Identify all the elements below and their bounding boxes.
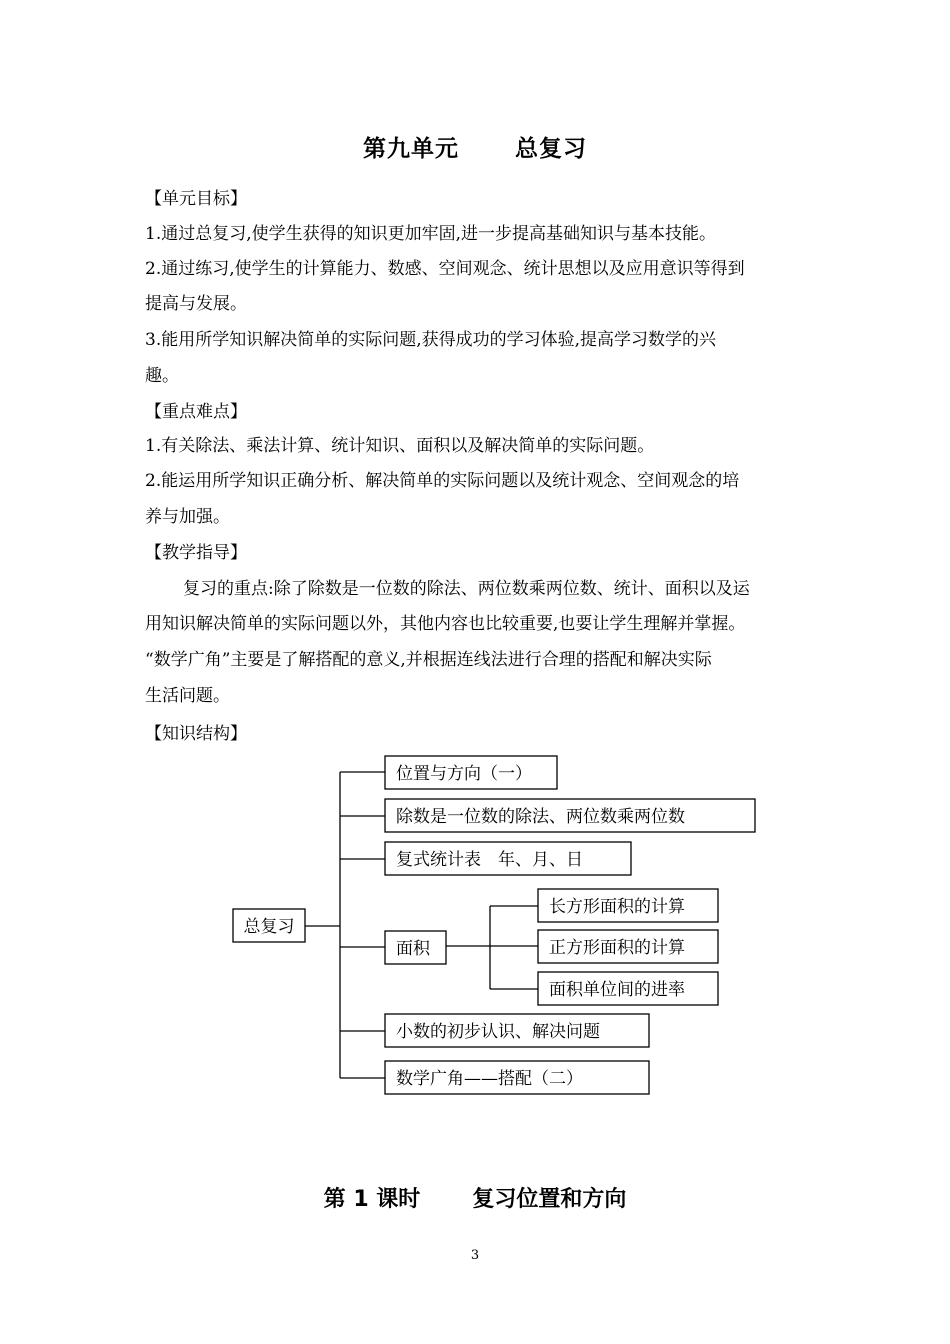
branch-label: 除数是一位数的除法、两位数乘两位数	[396, 807, 685, 827]
goal-line: 提高与发展。	[145, 294, 247, 314]
area-child-label: 面积单位间的进率	[549, 980, 685, 1000]
guide-line: 生活问题。	[145, 686, 230, 706]
branch-label: 数学广角——搭配（二）	[396, 1069, 583, 1089]
structure-heading: 【知识结构】	[145, 724, 247, 744]
goal-line: 趣。	[145, 366, 179, 386]
lesson-title	[0, 1182, 950, 1213]
goals-heading: 【单元目标】	[145, 189, 247, 209]
key-heading: 【重点难点】	[145, 402, 247, 422]
root-label: 总复习	[243, 917, 295, 937]
key-line: 2.能运用所学知识正确分析、解决简单的实际问题以及统计观念、空间观念的培	[145, 471, 740, 491]
branch-label: 面积	[396, 939, 430, 959]
key-line: 养与加强。	[145, 507, 230, 527]
lesson-title-name: 复习位置和方向	[472, 1187, 627, 1212]
page-number: 3	[470, 1248, 480, 1263]
key-line: 1.有关除法、乘法计算、统计知识、面积以及解决简单的实际问题。	[145, 436, 655, 456]
goal-line: 2.通过练习,使学生的计算能力、数感、空间观念、统计思想以及应用意识等得到	[145, 259, 745, 279]
area-child-label: 长方形面积的计算	[549, 897, 685, 917]
guide-heading: 【教学指导】	[145, 543, 247, 563]
guide-line: 复习的重点:除了除数是一位数的除法、两位数乘两位数、统计、面积以及运	[183, 579, 750, 599]
branch-label: 复式统计表 年、月、日	[396, 850, 583, 870]
lesson-title-number: 第 1 课时	[323, 1187, 421, 1212]
goal-line: 3.能用所学知识解决简单的实际问题,获得成功的学习体验,提高学习数学的兴	[145, 330, 717, 350]
unit-title-number: 第九单元	[363, 136, 459, 162]
guide-line: “数学广角”主要是了解搭配的意义,并根据连线法进行合理的搭配和解决实际	[145, 650, 712, 670]
branch-label: 位置与方向（一）	[396, 764, 532, 784]
unit-title-name: 总复习	[515, 136, 587, 162]
goal-line: 1.通过总复习,使学生获得的知识更加牢固,进一步提高基础知识与基本技能。	[145, 224, 717, 244]
branch-label: 小数的初步认识、解决问题	[396, 1022, 600, 1042]
guide-line: 用知识解决简单的实际问题以外，其他内容也比较重要,也要让学生理解并掌握。	[145, 614, 746, 634]
area-child-label: 正方形面积的计算	[549, 938, 685, 958]
